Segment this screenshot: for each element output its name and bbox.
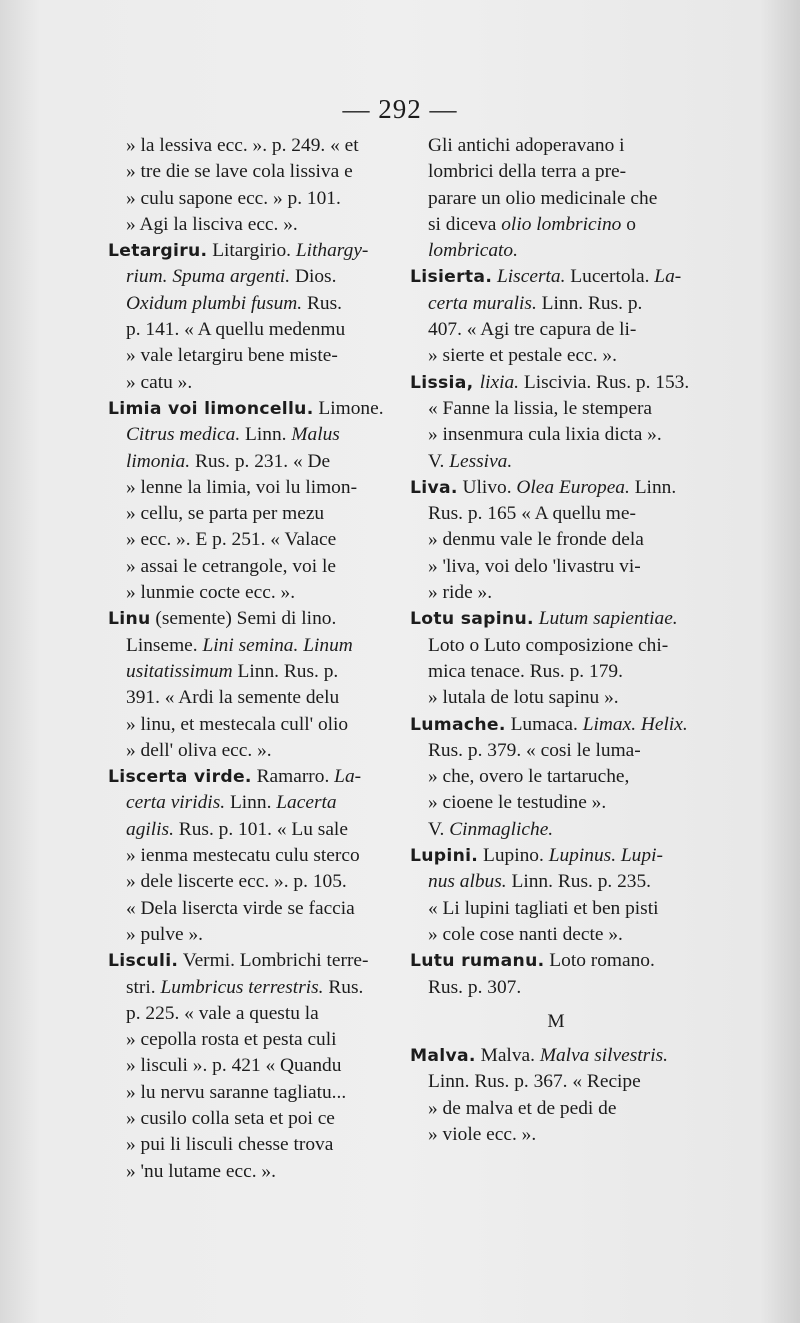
text-span: » ride ». [428, 582, 493, 604]
text-span: Rus. p. 379. « cosi le luma- [428, 739, 641, 761]
text-line [108, 975, 400, 1001]
text-span: » sierte et pestale ecc. ». [428, 345, 617, 367]
text-span: p. 225. « vale a questu la [126, 1002, 319, 1024]
headword: Lisierta. [410, 267, 493, 288]
text-span: » che, overo le tartaruche, [428, 766, 630, 788]
text-span: Linn. [240, 424, 292, 446]
text-span: (semente) Semi di lino. [150, 608, 337, 630]
headword: Linu [108, 609, 151, 630]
text-span: Linn. Rus. p. 235. [506, 871, 652, 893]
latin-name: Lumbricus terrestris. [160, 976, 324, 998]
text-span: Linn. [629, 476, 677, 498]
text-span: Ramarro. [251, 766, 335, 788]
text-span: « Dela lisercta virde se faccia [126, 897, 355, 919]
text-line [108, 1027, 400, 1053]
text-line [108, 501, 400, 527]
text-line [410, 1069, 702, 1095]
left-column [108, 133, 400, 1185]
text-line [410, 238, 702, 264]
text-span: » dell' oliva ecc. ». [126, 739, 272, 761]
text-span: M [547, 1010, 565, 1032]
text-span: Linn. Rus. p. [232, 660, 339, 682]
text-line [108, 790, 400, 816]
text-span: » catu ». [126, 371, 193, 393]
text-line [108, 475, 400, 501]
text-line [108, 817, 400, 843]
latin-name: Liscerta. [497, 266, 566, 288]
text-line [108, 738, 400, 764]
text-line [410, 449, 702, 475]
text-line [410, 817, 702, 843]
text-span: » culu sapone ecc. » p. 101. [126, 187, 341, 209]
latin-name: Cinmagliche. [449, 818, 554, 840]
text-line [108, 370, 400, 396]
text-line [108, 1106, 400, 1132]
text-line [108, 659, 400, 685]
latin-name: nus albus. [428, 871, 507, 893]
text-span: parare un olio medicinale che [428, 187, 658, 209]
text-span: Rus. p. 165 « A quellu me- [428, 503, 636, 525]
entry-headword-line [108, 606, 400, 632]
entry-headword-line [410, 606, 702, 632]
text-line [108, 264, 400, 290]
text-span: » cellu, se parta per mezu [126, 503, 325, 525]
text-span: 391. « Ardi la semente delu [126, 687, 340, 709]
headword: Lisculi. [108, 951, 179, 972]
latin-name: agilis. [126, 818, 174, 840]
latin-name: Malva silvestris. [539, 1045, 669, 1067]
text-span: Rus. p. 231. « De [190, 450, 331, 472]
text-span: » cusilo colla seta et poi ce [126, 1107, 335, 1129]
text-line [108, 159, 400, 185]
text-span: « Fanne la lissia, le stempera [428, 397, 653, 419]
entry-headword-line [410, 948, 702, 974]
entry-headword-line [108, 948, 400, 974]
headword: Liva. [410, 477, 458, 498]
text-span: » pulve ». [126, 923, 204, 945]
text-line [108, 633, 400, 659]
latin-name: limonia. [126, 450, 191, 472]
text-line [410, 685, 702, 711]
text-line [108, 212, 400, 238]
right-column [410, 133, 702, 1148]
text-span: » la lessiva ecc. ». p. 249. « et [126, 135, 359, 156]
latin-name: Lithargy- [295, 240, 369, 262]
text-span: p. 141. « A quellu medenmu [126, 319, 346, 341]
latin-name: olio lombricino [501, 213, 622, 235]
text-line [108, 422, 400, 448]
entry-headword-line [108, 396, 400, 422]
text-span: « Li lupini tagliati et ben pisti [428, 897, 659, 919]
text-span: » dele liscerte ecc. ». p. 105. [126, 871, 347, 893]
text-span: » tre die se lave cola lissiva e [126, 161, 353, 183]
text-span: Linn. Rus. p. [536, 292, 643, 314]
text-line [410, 317, 702, 343]
text-span: » assai le cetrangole, voi le [126, 555, 336, 577]
headword: Lupini. [410, 846, 479, 867]
headword: Liscerta virde. [108, 767, 252, 788]
text-line [410, 422, 702, 448]
text-span: Loto romano. [544, 950, 655, 972]
latin-name: La- [654, 266, 682, 288]
text-line [108, 1132, 400, 1158]
text-line [108, 712, 400, 738]
text-line [108, 1001, 400, 1027]
text-line [410, 343, 702, 369]
text-span: » 'liva, voi delo 'livastru vi- [428, 555, 641, 577]
text-span: mica tenace. Rus. p. 179. [428, 660, 623, 682]
text-span: » cole cose nanti decte ». [428, 923, 623, 945]
latin-name: Lessiva. [449, 450, 513, 472]
text-line [410, 527, 702, 553]
text-line [108, 291, 400, 317]
latin-name: usitatissimum [126, 660, 233, 682]
headword: Lotu sapinu. [410, 609, 534, 630]
text-span: » lutala de lotu sapinu ». [428, 687, 619, 709]
text-line [108, 317, 400, 343]
latin-name: certa muralis. [428, 292, 537, 314]
text-span: » lisculi ». p. 421 « Quandu [126, 1055, 342, 1077]
text-line [108, 1080, 400, 1106]
text-line [108, 554, 400, 580]
text-span: Loto o Luto composizione chi- [428, 634, 669, 656]
entry-headword-line [410, 1043, 702, 1069]
text-span: Litargirio. [207, 240, 296, 262]
page-number: — 292 — [342, 94, 458, 124]
text-span: Limone. [313, 397, 384, 419]
text-span: Lupino. [478, 845, 549, 867]
text-span: stri. [126, 976, 161, 998]
text-line [108, 449, 400, 475]
text-span: Malva. [475, 1045, 540, 1067]
text-line [108, 1053, 400, 1079]
latin-name: rium. Spuma argenti. [126, 266, 291, 288]
text-line [108, 580, 400, 606]
text-span: » ienma mestecatu culu sterco [126, 845, 360, 867]
text-line [410, 186, 702, 212]
entry-headword-line [108, 238, 400, 264]
latin-name: lombricato. [428, 240, 518, 262]
text-line [410, 764, 702, 790]
text-span: Linn. [225, 792, 277, 814]
latin-name: Lupinus. Lupi- [548, 845, 663, 867]
text-line [410, 1096, 702, 1122]
headword: Limia voi limoncellu. [108, 398, 314, 419]
text-line [108, 343, 400, 369]
text-span: Rus. [323, 976, 364, 998]
headword: Lumache. [410, 714, 506, 735]
entry-headword-line [410, 712, 702, 738]
text-span: Rus. p. 101. « Lu sale [173, 818, 348, 840]
text-line [410, 1122, 702, 1148]
latin-name: Olea Europea. [516, 476, 630, 498]
text-span: » de malva et de pedi de [428, 1097, 617, 1119]
headword: Lissia, [410, 372, 480, 393]
text-span: Dios. [290, 266, 337, 288]
text-line [108, 1159, 400, 1185]
text-span: » vale letargiru bene miste- [126, 345, 338, 367]
text-span: lombrici della terra a pre- [428, 161, 627, 183]
latin-name: Citrus medica. [126, 424, 241, 446]
latin-name: Lini semina. Linum [202, 634, 353, 656]
text-span: o [621, 213, 636, 235]
text-line [108, 685, 400, 711]
text-span: » cioene le testudine ». [428, 792, 607, 814]
text-span: Linn. Rus. p. 367. « Recipe [428, 1071, 641, 1093]
entry-headword-line [410, 843, 702, 869]
headword: Letargiru. [108, 241, 208, 262]
text-span: » denmu vale le fronde dela [428, 529, 644, 551]
text-line [108, 843, 400, 869]
latin-name: Oxidum plumbi fusum. [126, 292, 303, 314]
text-span: » linu, et mestecala cull' olio [126, 713, 349, 735]
entry-headword-line [410, 475, 702, 501]
text-span: Vermi. Lombrichi terre- [178, 950, 369, 972]
entry-headword-line [108, 764, 400, 790]
text-line [108, 186, 400, 212]
text-line [108, 896, 400, 922]
text-span: 407. « Agi tre capura de li- [428, 319, 637, 341]
text-span: » insenmura cula lixia dicta ». [428, 424, 662, 446]
text-line [410, 738, 702, 764]
text-line [410, 633, 702, 659]
text-line [410, 975, 702, 1001]
section-letter [410, 1009, 702, 1035]
text-span: Rus. p. 307. [428, 976, 522, 998]
text-span: Lumaca. [505, 713, 583, 735]
headword: Malva. [410, 1046, 476, 1067]
text-span: V. [428, 818, 450, 840]
text-line [410, 212, 702, 238]
text-line [410, 159, 702, 185]
text-span: Linseme. [126, 634, 203, 656]
text-span: Rus. [302, 292, 343, 314]
text-line [108, 527, 400, 553]
text-span: V. [428, 450, 450, 472]
text-span: » ecc. ». E p. 251. « Valace [126, 529, 337, 551]
latin-name: Lutum sapientiae. [538, 608, 678, 630]
entry-headword-line [410, 264, 702, 290]
text-span: si diceva [428, 213, 502, 235]
text-span: » lenne la limia, voi lu limon- [126, 476, 358, 498]
text-span: » cepolla rosta et pesta culi [126, 1029, 337, 1051]
text-span: » Agi la lisciva ecc. ». [126, 213, 298, 235]
latin-name: lixia. [479, 371, 520, 393]
entry-headword-line [410, 370, 702, 396]
text-line [108, 133, 400, 159]
text-span: Liscivia. Rus. p. 153. [519, 371, 690, 393]
text-line [410, 501, 702, 527]
text-span: Lucertola. [565, 266, 655, 288]
latin-name: Malus [291, 424, 340, 446]
text-line [410, 396, 702, 422]
text-span: » 'nu lutame ecc. ». [126, 1160, 276, 1182]
text-span: » viole ecc. ». [428, 1123, 537, 1145]
latin-name: Lacerta [276, 792, 337, 814]
text-line [410, 896, 702, 922]
text-line [410, 790, 702, 816]
latin-name: certa viridis. [126, 792, 226, 814]
text-line [410, 580, 702, 606]
text-span: Gli antichi adoperavano i [428, 135, 625, 156]
text-span: » lunmie cocte ecc. ». [126, 582, 296, 604]
text-line [410, 133, 702, 159]
text-line [108, 922, 400, 948]
text-line [410, 291, 702, 317]
text-line [410, 869, 702, 895]
latin-name: Limax. Helix. [582, 713, 688, 735]
text-line [410, 554, 702, 580]
headword: Lutu rumanu. [410, 951, 545, 972]
text-span: Ulivo. [457, 476, 517, 498]
text-line [410, 922, 702, 948]
text-span: » lu nervu saranne tagliatu... [126, 1081, 347, 1103]
text-line [410, 659, 702, 685]
latin-name: La- [334, 766, 362, 788]
text-line [108, 869, 400, 895]
text-span: » pui li lisculi chesse trova [126, 1134, 334, 1156]
